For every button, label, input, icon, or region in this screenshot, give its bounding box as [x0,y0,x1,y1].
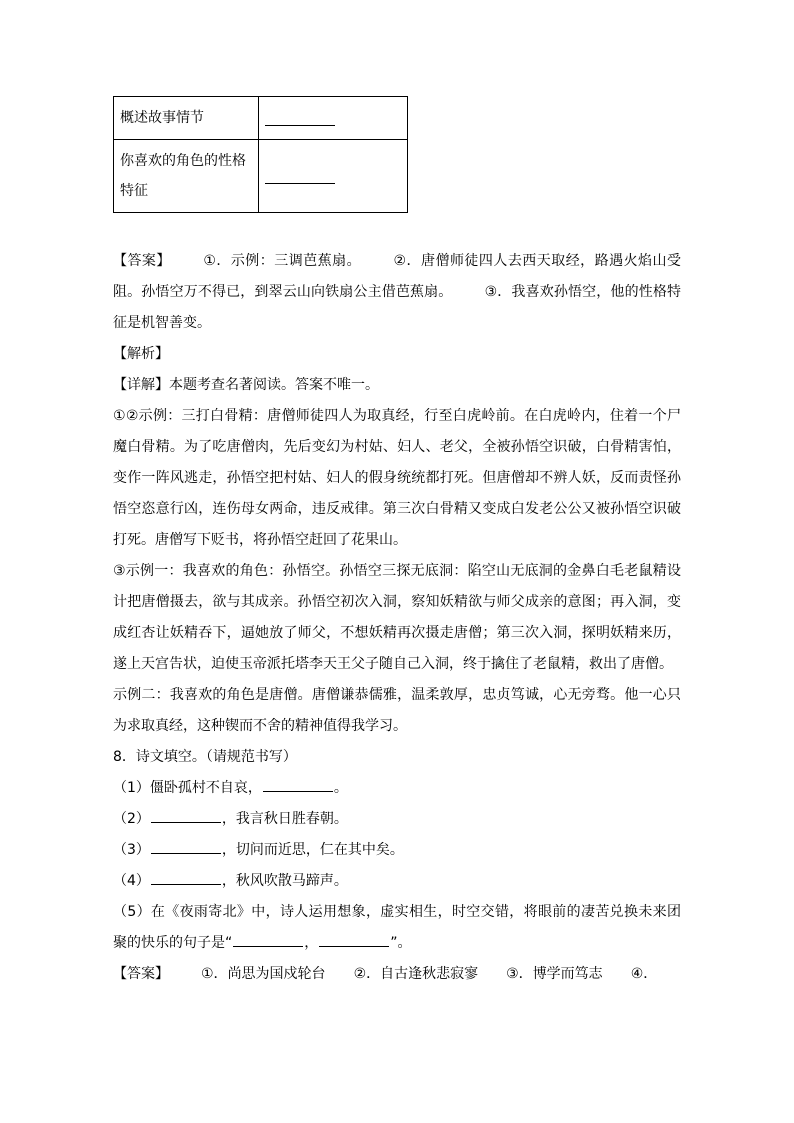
item-num: （4） [113,873,150,889]
answer-tag: 【答案】 [113,253,171,269]
answer-num: ①． [202,253,231,269]
detail-line [113,370,681,401]
analysis-tag: 【解析】 [113,346,169,362]
answer-num: ③． [506,966,533,982]
item-num: （5） [113,904,151,920]
question-8-item-3 [113,835,681,866]
table-label-character: 你喜欢的角色的性格特征 [114,140,259,213]
item-text: ，我言秋日胜春朝。 [221,811,348,827]
answer-7 [113,246,681,339]
answer-tag: 【答案】 [113,966,169,982]
fill-blank [319,932,389,947]
question-8-item-5 [113,897,681,959]
answer-text: 自古逢秋悲寂寥 [380,966,479,982]
item-num: （1） [113,780,150,796]
fill-blank [233,932,303,947]
fill-blank [151,839,221,854]
answer-text: 我喜欢孙悟空，他的性格特征是机智善变。 [113,284,681,331]
item-text: ，秋风吹散马蹄声。 [221,873,348,889]
question-8-item-2 [113,804,681,835]
detail-tag: 【详解】 [113,377,169,393]
answer-num: ②． [393,253,422,269]
fill-blank [265,111,335,126]
item-num: （2） [113,811,150,827]
answer-num: ④． [630,966,658,982]
answer-num: ②． [353,966,381,982]
answer-text: 唐僧师徒四人去西天取经，路遇火焰山受阻。孙悟空万不得已，到翠云山向铁扇公主借芭蕉扇。 [113,253,681,300]
document-body [113,246,681,990]
analysis-paragraph-2: ③示例一：我喜欢的角色：孙悟空。孙悟空三探无底洞：陷空山无底洞的金鼻白毛老鼠精设计把唐僧摄去，欲与其成亲。孙悟空初次入洞，察知妖精欲与师父成亲的意图；再入洞，变成红杏让妖精吞下，逼她放了师父，不想妖精再次摄走唐僧；第三次入洞，探明妖精来历，遂上天宫告状，迫使玉帝派托塔李天王父子随自己入洞，终于擒住了老鼠精，救出了唐僧。 [113,563,681,672]
answer-text: 示例：三调芭蕉扇。 [230,253,362,269]
detail-text: 本题考查名著阅读。答案不唯一。 [169,377,379,393]
item-num: （3） [113,842,150,858]
analysis-paragraph-1: ①②示例：三打白骨精：唐僧师徒四人为取真经，行至白虎岭前。在白虎岭内，住着一个尸魔白骨精。为了吃唐僧肉，先后变幻为村姑、妇人、老父，全被孙悟空识破，白骨精害怕，变作一阵风逃走，孙悟空把村姑、妇人的假身统统都打死。但唐僧却不辨人妖，反而责怪孙悟空恣意行凶，连伤母女两命，违反戒律。第三次白骨精又变成白发老公公又被孙悟空识破打死。唐僧写下贬书，将孙悟空赶回了花果山。 [113,408,681,548]
item-text: 僵卧孤村不自哀， [149,780,262,796]
item-text: 。 [333,780,348,796]
quote-mark: ”。 [390,935,412,951]
table-blank-character [259,140,408,213]
question-8-item-4 [113,866,681,897]
question-8-item-1 [113,773,681,804]
question-8-title: 8．诗文填空。（请规范书写） [113,749,297,765]
table-row [114,97,408,140]
table-row [114,140,408,213]
fill-blank [151,808,221,823]
answer-num: ①． [201,966,228,982]
answer-num: ③． [484,284,512,300]
table-blank-plot [259,97,408,140]
item-text: ，切问而近思，仁在其中矣。 [221,842,404,858]
answer-8 [113,959,681,990]
answer-text: 博学而笃志 [532,966,603,982]
fill-blank [151,870,221,885]
fill-blank [263,777,333,792]
fill-blank [265,169,335,184]
comma: ， [304,935,319,951]
analysis-paragraph-3: 示例二：我喜欢的角色是唐僧。唐僧谦恭儒雅，温柔敦厚，忠贞笃诚，心无旁骛。他一心只为求取真经，这种锲而不舍的精神值得我学习。 [113,687,681,734]
answer-text: 尚思为国戍轮台 [227,966,326,982]
question-table [113,96,408,213]
quote-mark: “ [225,935,233,951]
item-text: 在《夜雨寄北》中，诗人运用想象，虚实相生，时空交错，将眼前的凄苦兑换未来团聚的快乐的句子是 [113,904,681,951]
table-label-plot: 概述故事情节 [114,97,259,140]
